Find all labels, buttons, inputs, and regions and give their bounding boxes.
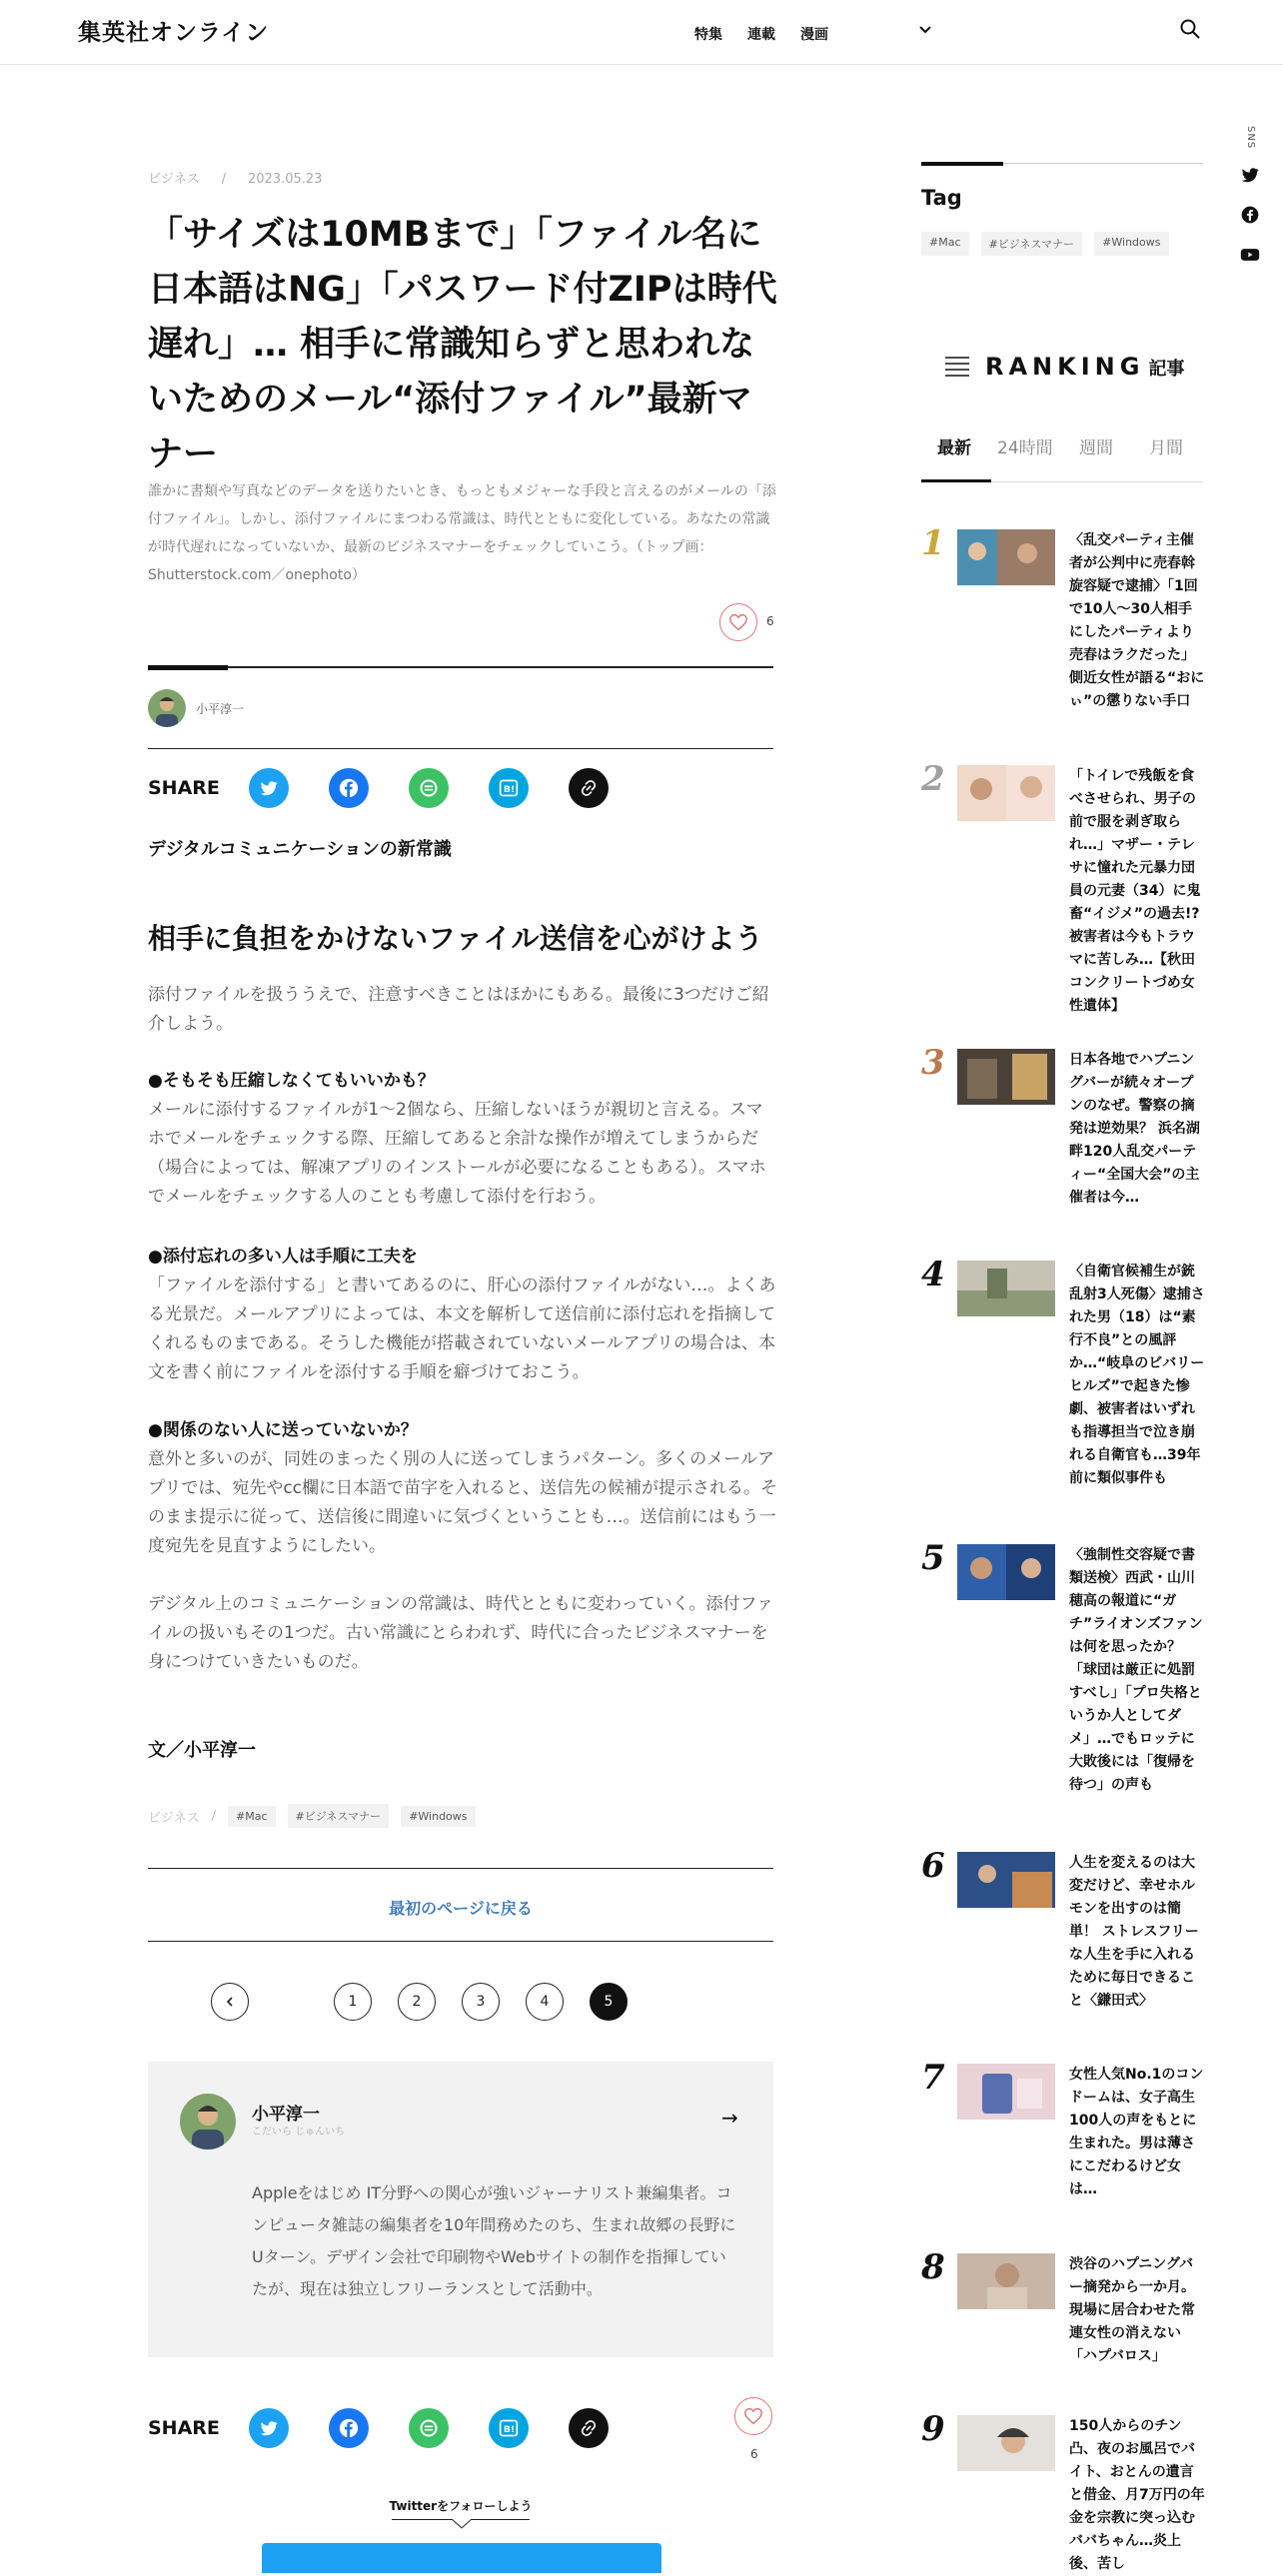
rank-headline[interactable]: 「トイレで残飯を食べさせられ、男子の前で服を剥ぎ取られ…」マザー・テレサに憧れた元暴力団員の元妻（34）に鬼畜“イジメ”の過去!? 被害者は今もトラウマに苦しみ…【秋田コンクリートづめ女性遺体】: [1069, 768, 1201, 1014]
rank-number: 9: [921, 2409, 945, 2449]
chevron-down-icon[interactable]: [917, 22, 933, 38]
publish-date: 2023.05.23: [248, 172, 323, 187]
rank-number: 5: [921, 1538, 945, 1578]
ranking-header: [943, 353, 1184, 381]
sidebar-tag-windows[interactable]: #Windows: [1094, 232, 1168, 256]
rank-headline[interactable]: 女性人気No.1のコンドームは、女子高生100人の声をもとに生まれた。男は薄さにこだわるけど女は…: [1069, 2067, 1204, 2197]
divider: [148, 666, 773, 668]
pager-page-current[interactable]: 5: [590, 1983, 628, 2021]
twitter-icon: [259, 778, 279, 798]
rank-thumbnail[interactable]: [957, 529, 1055, 585]
share-twitter-button[interactable]: [249, 2408, 289, 2448]
series-label[interactable]: デジタルコミュニケーションの新常識: [148, 839, 452, 860]
share-hatena-button[interactable]: [489, 2408, 529, 2448]
tab-weekly[interactable]: 週間: [1079, 438, 1113, 458]
divider: [148, 1868, 773, 1869]
rank-headline[interactable]: 150人からのチン凸、夜のお風呂でバイト、おとんの遺言と借金、月7万円の年金を宗教に突っ込むババちゃん…炎上後、苦し: [1069, 2418, 1205, 2572]
pager-page-3[interactable]: 3: [462, 1983, 500, 2021]
like-button[interactable]: [734, 2397, 772, 2435]
rank-headline[interactable]: 日本各地でハプニングバーが続々オープンのなぜ。警察の摘発は逆効果？ 浜名湖畔120人乱交パーティー“全国大会”の主催者は今…: [1069, 1052, 1200, 1206]
link-icon: [579, 2418, 599, 2438]
caret-down-icon: [452, 2519, 472, 2529]
rank-headline[interactable]: 〈乱交パーティ主催者が公判中に売春斡旋容疑で逮捕〉「1回で10人～30人相手にしたパーティより売春はラクだった」側近女性が語る“おにぃ”の懲りない手口: [1069, 532, 1205, 709]
pager-page-4[interactable]: 4: [526, 1983, 564, 2021]
share-label: SHARE: [148, 2417, 220, 2439]
category-link[interactable]: ビジネス: [148, 1810, 200, 1826]
profile-avatar[interactable]: [180, 2094, 236, 2149]
article-meta: ビジネス / 2023.05.23: [148, 172, 323, 187]
rank-thumbnail[interactable]: [957, 2064, 1055, 2120]
body-section-2: [148, 1243, 777, 1387]
heart-icon: [728, 613, 748, 631]
link-icon: [579, 778, 599, 798]
body-section-text: 「ファイルを添付する」と書いてあるのに、肝心の添付ファイルがない…。よくある光景だ。メールアプリによっては、本文を解析して送信前に添付忘れを指摘してくれるものまである。そうした機能が搭載されていないメールアプリの場合は、本文を書く前にファイルを添付する手順を癖づけておこう。: [148, 1276, 776, 1382]
rank-thumbnail[interactable]: [957, 1852, 1055, 1908]
ranking-title: RANKING 記事: [985, 353, 1185, 381]
share-line-button[interactable]: [409, 768, 449, 808]
twitter-icon: [259, 2418, 279, 2438]
body-section-text: メールに添付するファイルが1～2個なら、圧縮しないほうが親切と言える。スマホでメールをチェックする際、圧縮してあると余計な操作が増えてしまうからだ（場合によっては、解凍アプリのインストールが必要になることもある）。スマホでメールをチェックする人のことも考慮して添付を行おう。: [148, 1100, 766, 1207]
list-icon: [943, 353, 971, 381]
rank-number: 2: [921, 759, 945, 799]
pager-prev-button[interactable]: [211, 1983, 249, 2021]
rank-number: 4: [921, 1255, 945, 1294]
line-icon: [419, 2418, 439, 2438]
body-section-heading: ●そもそも圧縮しなくてもいいかも？: [148, 1071, 435, 1091]
body-section-1: [148, 1067, 777, 1212]
category-link[interactable]: ビジネス: [148, 172, 200, 187]
article-title: 「サイズは10MBまで」「ファイル名に日本語はNG」「パスワード付ZIPは時代遅れ」… 相手に常識知らずと思われないためのメール“添付ファイル”最新マナー: [148, 215, 777, 474]
divider: [148, 1941, 773, 1942]
author-avatar[interactable]: [148, 689, 186, 727]
chevron-left-icon: [224, 1996, 236, 2008]
line-icon: [419, 778, 439, 798]
profile-name[interactable]: 小平淳一: [252, 2105, 320, 2125]
facebook-icon: [338, 2417, 360, 2439]
share-hatena-button[interactable]: [489, 768, 529, 808]
svg-text:B!: B!: [504, 784, 516, 796]
heart-icon: [743, 2407, 763, 2425]
nav-item-manga[interactable]: 漫画: [800, 27, 828, 43]
site-logo[interactable]: 集英社オンライン: [78, 20, 270, 46]
arrow-right-icon[interactable]: →: [721, 2106, 738, 2130]
divider-accent: [148, 665, 228, 670]
rank-number: 7: [921, 2058, 945, 2098]
rank-number: 3: [921, 1043, 945, 1083]
like-count: 6: [766, 614, 774, 628]
rank-thumbnail[interactable]: [957, 765, 1055, 821]
rank-number: 1: [921, 523, 945, 563]
article-tag-row: ビジネス / #Mac #ビジネスマナー #Windows: [148, 1804, 476, 1828]
twitter-icon[interactable]: [1240, 165, 1260, 185]
twitter-follow-label: Twitterをフォローしよう: [389, 2499, 533, 2513]
rank-headline[interactable]: 人生を変えるのは大変だけど、幸せホルモンを出すのは簡単！ ストレスフリーな人生を手に入れるために毎日できること〈鎌田式〉: [1069, 1855, 1199, 2009]
rank-thumbnail[interactable]: [957, 1261, 1055, 1316]
rank-headline[interactable]: 〈自衛官候補生が銃乱射3人死傷〉逮捕された男（18）は“素行不良”との風評か…“岐阜のビバリーヒルズ”で起きた惨劇、被害者はいずれも指導担当で泣き崩れる自衛官も…39年前に類似事件も: [1069, 1264, 1205, 1486]
share-line-button[interactable]: [409, 2408, 449, 2448]
tag-mac[interactable]: #Mac: [228, 1806, 276, 1827]
sidebar-tag-title: Tag: [921, 186, 962, 210]
pager-page-2[interactable]: 2: [398, 1983, 436, 2021]
closing-paragraph: デジタル上のコミュニケーションの常識は、時代とともに変わっていく。添付ファイルの扱いもその1つだ。古い常識にとらわれず、時代に合ったビジネスマナーを身につけていきたいものだ。: [148, 1594, 774, 1672]
nav-item-series[interactable]: 連載: [747, 27, 775, 43]
like-count: 6: [750, 2447, 758, 2461]
rank-headline[interactable]: 〈強制性交容疑で書類送検〉西武・山川穂高の報道に“ガチ”ライオンズファンは何を思ったか？「球団は厳正に処罰すべし」「プロ失格というか人としてダメ」…でもロッテに大敗後には「復帰を待つ」の声も: [1069, 1547, 1203, 1793]
rank-thumbnail[interactable]: [957, 2415, 1055, 2471]
article-byline: 文／小平淳一: [148, 1740, 256, 1761]
share-label: SHARE: [148, 777, 220, 799]
rank-number: 8: [921, 2247, 945, 2287]
sns-label: SNS: [1245, 126, 1256, 150]
sidebar-tag-business-manner[interactable]: #ビジネスマナー: [981, 232, 1083, 256]
rank-number: 6: [921, 1846, 945, 1886]
search-icon[interactable]: [1179, 18, 1201, 40]
share-facebook-button[interactable]: [329, 768, 369, 808]
share-facebook-button[interactable]: [329, 2408, 369, 2448]
active-tab-indicator: [921, 479, 991, 482]
tag-business-manner[interactable]: #ビジネスマナー: [288, 1804, 390, 1828]
sidebar-tag-list: [921, 232, 1169, 256]
svg-text:B!: B!: [504, 2424, 516, 2436]
pager-page-1[interactable]: 1: [334, 1983, 372, 2021]
profile-bio: Appleをはじめ IT分野への関心が強いジャーナリスト兼編集者。コンピュータ雑誌の編集者を10年間務めたのち、生まれ故郷の長野にUターン。デザイン会社で印刷物やWebサイトの制作を指揮していたが、現在は独立しフリーランスとして活動中。: [252, 2183, 736, 2298]
body-section-heading: ●添付忘れの多い人は手順に工夫を: [148, 1247, 418, 1267]
hatena-icon: [499, 778, 519, 798]
like-button[interactable]: [719, 603, 757, 641]
rank-thumbnail[interactable]: [957, 2253, 1055, 2309]
rank-thumbnail[interactable]: [957, 1544, 1055, 1600]
tag-windows[interactable]: #Windows: [401, 1806, 475, 1827]
sidebar-tag-mac[interactable]: #Mac: [921, 232, 969, 256]
section-heading: 相手に負担をかけないファイル送信を心がけよう: [148, 922, 763, 955]
profile-kana: こだいら じゅんいち: [252, 2127, 346, 2138]
body-section-text: 意外と多いのが、同姓のまったく別の人に送ってしまうパターン。多くのメールアプリでは、宛先やcc欄に日本語で苗字を入れると、送信先の候補が提示される。そのまま提示に従って、送信後に間違いに気づくということも…。送信前にはもう一度宛先を見直すようにしたい。: [148, 1449, 778, 1556]
divider: [148, 748, 773, 749]
article-lead: 誰かに書類や写真などのデータを送りたいとき、もっともメジャーな手段と言えるのがメールの「添付ファイル」。しかし、添付ファイルにまつわる常識は、時代とともに変化している。あなたの常識が時代遅れになっていないか、最新のビジネスマナーをチェックしていこう。（トップ画：Shutterstock.com／onephoto）: [148, 483, 776, 583]
divider-accent: [921, 162, 1003, 166]
nav-item-features[interactable]: 特集: [694, 27, 722, 43]
copy-link-button[interactable]: [569, 2408, 609, 2448]
ranking-tabs: [921, 431, 1203, 482]
body-section-3: [148, 1416, 777, 1561]
intro-paragraph: 添付ファイルを扱ううえで、注意すべきことはほかにもある。最後に3つだけご紹介しよう。: [148, 985, 769, 1034]
rank-thumbnail[interactable]: [957, 1049, 1055, 1105]
back-to-first-page-link[interactable]: 最初のページに戻る: [389, 1899, 533, 1918]
share-twitter-button[interactable]: [249, 768, 289, 808]
tab-24h[interactable]: 24時間: [997, 438, 1053, 458]
facebook-icon: [338, 777, 360, 799]
hatena-icon: [499, 2418, 519, 2438]
body-section-heading: ●関係のない人に送っていないか？: [148, 1420, 418, 1440]
tab-latest[interactable]: 最新: [937, 438, 971, 458]
twitter-follow-button[interactable]: [262, 2543, 661, 2573]
author-name[interactable]: 小平淳一: [196, 702, 245, 716]
facebook-icon[interactable]: [1240, 205, 1260, 225]
youtube-icon[interactable]: [1240, 245, 1260, 265]
copy-link-button[interactable]: [569, 768, 609, 808]
rank-headline[interactable]: 渋谷のハプニングバー摘発から一か月。現場に居合わせた常連女性の消えない「ハプバロス」: [1069, 2256, 1195, 2364]
tab-monthly[interactable]: 月間: [1149, 438, 1183, 458]
